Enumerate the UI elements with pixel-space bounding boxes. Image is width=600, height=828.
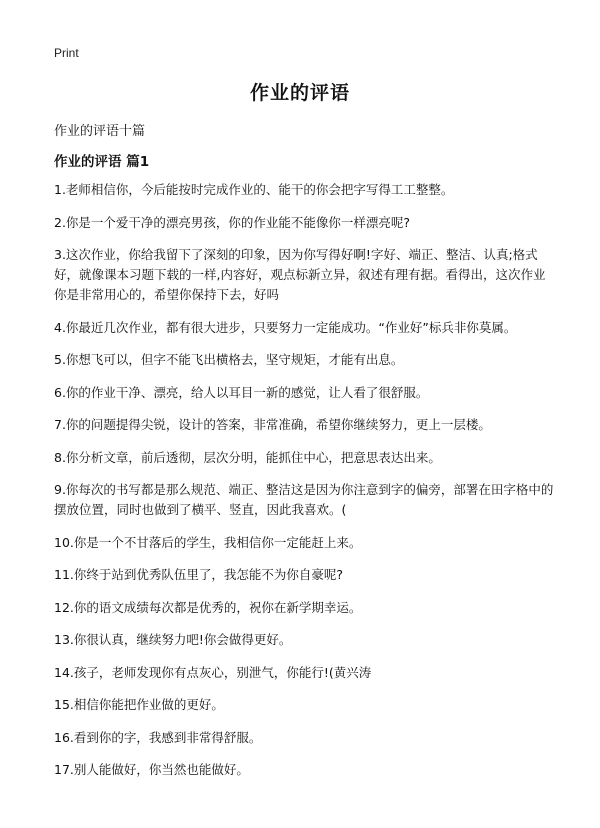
comment-item: 12.你的语文成绩每次都是优秀的，祝你在新学期幸运。 <box>54 599 362 615</box>
comment-item: 15.相信你能把作业做的更好。 <box>54 697 224 712</box>
comment-item: 8.你分析文章，前后透彻，层次分明，能抓住中心，把意思表达出来。 <box>54 449 441 465</box>
comment-item: 3.这次作业，你给我留下了深刻的印象，因为你写得好啊!字好、端正、整洁、认真;格式好，就像课本习题下载的一样,内容好，观点标新立异，叙述有理有据。看得出，这次作业你是非常用心的，希望你保持下去，好吗 <box>54 247 546 302</box>
comment-item: 14.孩子，老师发现你有点灰心，别泄气，你能行!(黄兴涛 <box>54 664 372 680</box>
section-heading: 作业的评语 篇1 <box>54 154 150 170</box>
print-link[interactable]: Print <box>54 46 79 60</box>
comment-item: 2.你是一个爱干净的漂亮男孩，你的作业能不能像你一样漂亮呢? <box>54 214 411 230</box>
comment-item: 5.你想飞可以，但字不能飞出横格去，坚守规矩，才能有出息。 <box>54 352 404 367</box>
comment-item: 1.老师相信你，今后能按时完成作业的、能干的你会把字写得工工整整。 <box>54 182 454 197</box>
comment-item: 6.你的作业干净、漂亮，给人以耳目一新的感觉，让人看了很舒服。 <box>54 384 429 400</box>
comment-item: 4.你最近几次作业，都有很大进步，只要努力一定能成功。“作业好”标兵非你莫属。 <box>54 319 517 335</box>
comment-item: 13.你很认真，继续努力吧!你会做得更好。 <box>54 632 292 647</box>
comment-item: 11.你终于站到优秀队伍里了，我怎能不为你自豪呢? <box>54 567 344 582</box>
document-subtitle: 作业的评语十篇 <box>54 124 146 139</box>
comment-item: 10.你是一个不甘落后的学生，我相信你一定能赶上来。 <box>54 534 362 550</box>
comment-list <box>54 180 554 793</box>
comment-item: 9.你每次的书写都是那么规范、端正、整洁这是因为你注意到字的偏旁，部署在田字格中的摆放位置，同时也做到了横平、竖直，因此我喜欢。( <box>54 482 554 517</box>
page-title: 作业的评语 <box>249 82 350 104</box>
comment-item: 16.看到你的字，我感到非常得舒服。 <box>54 729 262 745</box>
comment-item: 7.你的问题提得尖锐，设计的答案，非常准确，希望你继续努力，更上一层楼。 <box>54 417 491 432</box>
comment-item: 17.别人能做好，你当然也能做好。 <box>54 762 249 777</box>
